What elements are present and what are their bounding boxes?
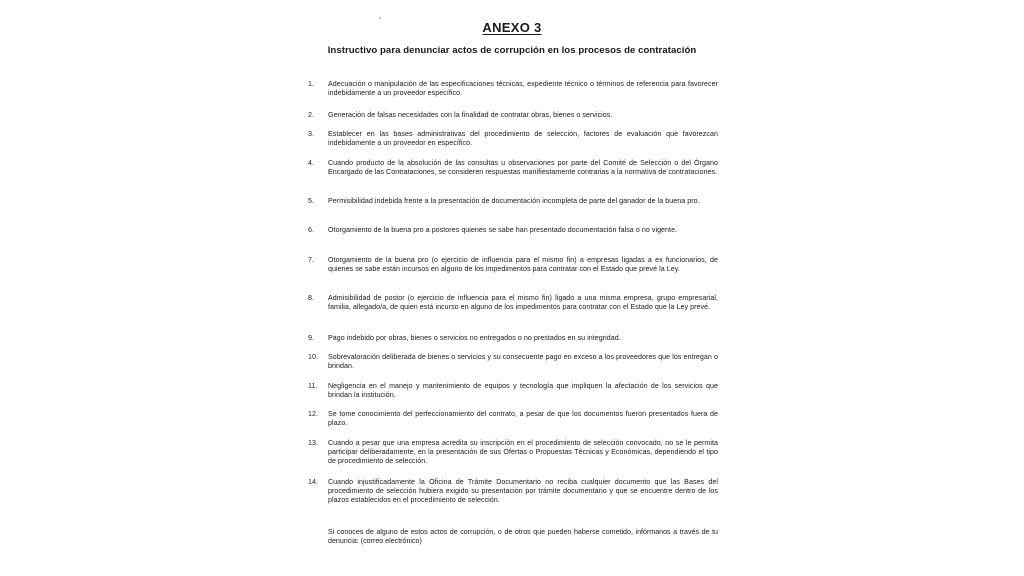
list-item-text: Generación de falsas necesidades con la finalidad de contratar obras, bienes o servicios. (328, 111, 613, 119)
list-item-text: Admisibilidad de postor (o ejercicio de influencia para el mismo fin) ligado a una misma empresa, grupo empresarial, familia, allegado/a, de quien está incurso en alguno de los impedimentos para contratar con el Estado que la Ley prevé. (328, 294, 718, 312)
list-item-text: Sobrevaloración deliberada de bienes o servicios y su consecuente pago en exceso a los proveedores que los entregan o brindan. (328, 353, 718, 371)
list-item-number: 9. (308, 334, 315, 342)
list-item-text: Negligencia en el manejo y mantenimiento de equipos y tecnología que impliquen la afectación de los servicios que brindan la institución. (328, 382, 718, 400)
list-item-number: 11. (308, 382, 318, 390)
closing-paragraph: Si conoces de alguno de estos actos de corrupción, o de otros que pueden haberse cometido, infórmanos a través de tu denuncia: (correo electrónico) (328, 528, 718, 546)
list-item-number: 3. (308, 130, 315, 138)
list-item-text: Adecuación o manipulación de las especificaciones técnicas, expediente técnico o términos de referencia para favorecer indebidamente a un proveedor específico. (328, 80, 718, 98)
list-item-number: 10. (308, 353, 319, 361)
scan-speck (379, 17, 381, 19)
list-item-number: 1. (308, 80, 315, 88)
list-item-number: 7. (308, 256, 315, 264)
document-subtitle: Instructivo para denunciar actos de corrupción en los procesos de contratación (327, 45, 697, 56)
list-item-text: Otorgamiento de la buena pro a postores quienes se sabe han presentado documentación falsa o no vigente. (328, 226, 678, 234)
list-item-text: Cuando a pesar que una empresa acredita su inscripción en el procedimiento de selección convocado, no se le permita participar deliberadamente, en la presentación de sus Ofertas o Propuestas Técnicas y Económicas, dependiendo el tipo de procedimiento de selección. (328, 439, 718, 466)
list-item-number: 4. (308, 159, 315, 167)
list-item-text: Se tome conocimiento del perfeccionamiento del contrato, a pesar de que los documentos fueron presentados fuera de plazo. (328, 410, 718, 428)
list-item-number: 12. (308, 410, 319, 418)
list-item-number: 8. (308, 294, 315, 302)
list-item-text: Pago indebido por obras, bienes o servicios no entregados o no prestados en su integridad. (328, 334, 621, 342)
list-item-text: Permisibilidad indebida frente a la presentación de documentación incompleta de parte del ganador de la buena pro. (328, 197, 700, 205)
list-item-number: 13. (308, 439, 319, 447)
document-page (296, 0, 728, 576)
list-item-number: 5. (308, 197, 315, 205)
list-item-text: Establecer en las bases administrativas del procedimiento de selección, factores de evaluación que favorezcan indebidamente a un proveedor en específico. (328, 130, 718, 148)
list-item-number: 2. (308, 111, 315, 119)
list-item-number: 6. (308, 226, 315, 234)
list-item-text: Cuando injustificadamente la Oficina de Trámite Documentario no reciba cualquier documento que las Bases del procedimiento de selección hubiera exigido su presentación por trámite documentario y que se encuentre dentro de los plazos establecidos en el procedimiento de selección. (328, 478, 718, 505)
list-item-number: 14. (308, 478, 319, 486)
list-item-text: Otorgamiento de la buena pro (o ejercicio de influencia para el mismo fin) a empresas ligadas a ex funcionarios, de quienes se sabe están incursos en alguno de los impedimentos para contratar con el Estado que prevé la Ley. (328, 256, 718, 274)
list-item-text: Cuando producto de la absolución de las consultas u observaciones por parte del Comité de Selección o del Órgano Encargado de las Contrataciones, se consideren respuestas manifiestamente contrarias a la normativa de contrataciones. (328, 159, 718, 177)
document-title (296, 20, 728, 35)
document-title-text: ANEXO 3 (482, 20, 542, 35)
